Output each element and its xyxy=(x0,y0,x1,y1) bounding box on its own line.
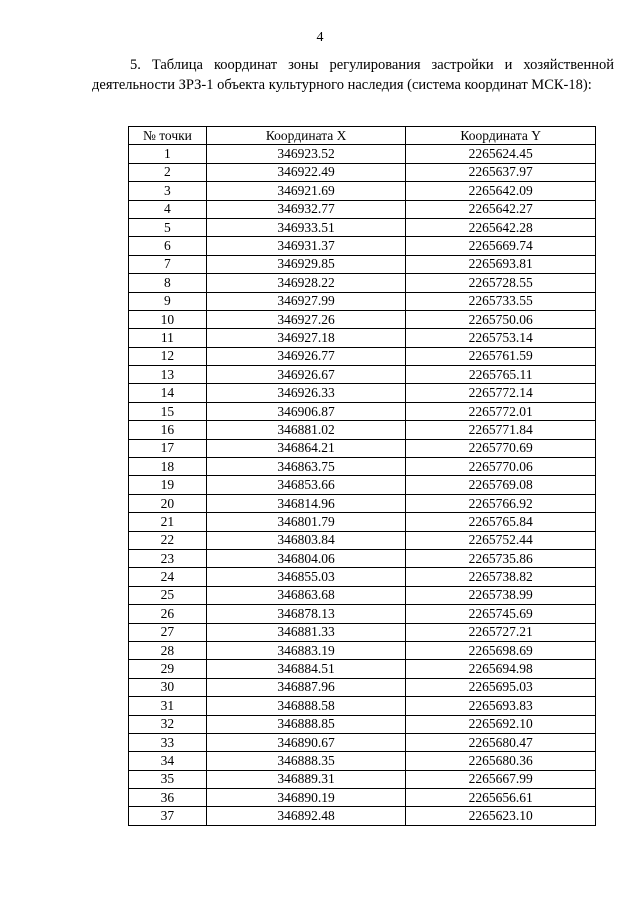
cell-coordinate-y: 2265765.84 xyxy=(406,513,596,531)
cell-coordinate-x: 346878.13 xyxy=(206,605,406,623)
table-row xyxy=(129,439,596,457)
cell-coordinate-y: 2265693.83 xyxy=(406,697,596,715)
cell-coordinate-x: 346887.96 xyxy=(206,678,406,696)
coordinates-table xyxy=(128,126,596,826)
cell-point-number: 2 xyxy=(129,163,207,181)
cell-point-number: 34 xyxy=(129,752,207,770)
cell-coordinate-y: 2265735.86 xyxy=(406,549,596,567)
cell-coordinate-y: 2265694.98 xyxy=(406,660,596,678)
cell-point-number: 36 xyxy=(129,789,207,807)
cell-coordinate-y: 2265623.10 xyxy=(406,807,596,825)
cell-coordinate-y: 2265745.69 xyxy=(406,605,596,623)
cell-coordinate-x: 346881.02 xyxy=(206,421,406,439)
cell-coordinate-x: 346884.51 xyxy=(206,660,406,678)
cell-point-number: 16 xyxy=(129,421,207,439)
table-row xyxy=(129,531,596,549)
cell-coordinate-x: 346801.79 xyxy=(206,513,406,531)
page-number: 4 xyxy=(316,30,324,45)
cell-coordinate-x: 346804.06 xyxy=(206,549,406,567)
cell-coordinate-y: 2265738.99 xyxy=(406,586,596,604)
table-row xyxy=(129,218,596,236)
table-row xyxy=(129,770,596,788)
table-row xyxy=(129,733,596,751)
cell-coordinate-x: 346928.22 xyxy=(206,274,406,292)
header-point-number: № точки xyxy=(129,127,207,145)
cell-coordinate-y: 2265771.84 xyxy=(406,421,596,439)
table-row xyxy=(129,623,596,641)
table-row xyxy=(129,237,596,255)
table-row xyxy=(129,678,596,696)
cell-coordinate-x: 346889.31 xyxy=(206,770,406,788)
table-body xyxy=(129,145,596,825)
cell-coordinate-y: 2265669.74 xyxy=(406,237,596,255)
cell-coordinate-x: 346906.87 xyxy=(206,402,406,420)
cell-point-number: 10 xyxy=(129,310,207,328)
cell-coordinate-x: 346864.21 xyxy=(206,439,406,457)
cell-point-number: 28 xyxy=(129,641,207,659)
cell-point-number: 20 xyxy=(129,494,207,512)
cell-point-number: 12 xyxy=(129,347,207,365)
cell-point-number: 11 xyxy=(129,329,207,347)
cell-coordinate-y: 2265738.82 xyxy=(406,568,596,586)
cell-coordinate-y: 2265656.61 xyxy=(406,789,596,807)
cell-coordinate-x: 346929.85 xyxy=(206,255,406,273)
table-row xyxy=(129,200,596,218)
cell-coordinate-y: 2265769.08 xyxy=(406,476,596,494)
cell-coordinate-y: 2265693.81 xyxy=(406,255,596,273)
cell-coordinate-x: 346932.77 xyxy=(206,200,406,218)
header-coordinate-x: Координата X xyxy=(206,127,406,145)
cell-coordinate-x: 346926.33 xyxy=(206,384,406,402)
cell-coordinate-y: 2265642.09 xyxy=(406,182,596,200)
cell-coordinate-x: 346926.77 xyxy=(206,347,406,365)
cell-coordinate-x: 346927.26 xyxy=(206,310,406,328)
cell-coordinate-x: 346890.67 xyxy=(206,733,406,751)
cell-coordinate-y: 2265765.11 xyxy=(406,366,596,384)
cell-point-number: 5 xyxy=(129,218,207,236)
table-row xyxy=(129,660,596,678)
table-row xyxy=(129,715,596,733)
table-row xyxy=(129,182,596,200)
cell-coordinate-x: 346926.67 xyxy=(206,366,406,384)
cell-point-number: 35 xyxy=(129,770,207,788)
cell-coordinate-y: 2265728.55 xyxy=(406,274,596,292)
cell-coordinate-x: 346921.69 xyxy=(206,182,406,200)
table-row xyxy=(129,641,596,659)
cell-point-number: 26 xyxy=(129,605,207,623)
cell-coordinate-x: 346888.58 xyxy=(206,697,406,715)
cell-point-number: 27 xyxy=(129,623,207,641)
cell-coordinate-y: 2265750.06 xyxy=(406,310,596,328)
table-header-row xyxy=(129,127,596,145)
cell-coordinate-x: 346883.19 xyxy=(206,641,406,659)
table-row xyxy=(129,549,596,567)
table-row xyxy=(129,384,596,402)
cell-coordinate-y: 2265772.14 xyxy=(406,384,596,402)
cell-point-number: 31 xyxy=(129,697,207,715)
cell-point-number: 25 xyxy=(129,586,207,604)
cell-coordinate-y: 2265770.06 xyxy=(406,458,596,476)
table-row xyxy=(129,752,596,770)
cell-coordinate-y: 2265642.27 xyxy=(406,200,596,218)
table-row xyxy=(129,274,596,292)
cell-point-number: 22 xyxy=(129,531,207,549)
table-row xyxy=(129,145,596,163)
cell-point-number: 13 xyxy=(129,366,207,384)
table-row xyxy=(129,586,596,604)
table-heading: 5. Таблица координат зоны регулирования застройки и хозяйственной деятельности ЗРЗ-1 объекта культурного наследия (система координат МСК-18): xyxy=(92,57,614,93)
cell-point-number: 37 xyxy=(129,807,207,825)
cell-point-number: 30 xyxy=(129,678,207,696)
cell-point-number: 19 xyxy=(129,476,207,494)
cell-point-number: 9 xyxy=(129,292,207,310)
table-row xyxy=(129,366,596,384)
table-row xyxy=(129,476,596,494)
table-row xyxy=(129,329,596,347)
cell-coordinate-x: 346927.99 xyxy=(206,292,406,310)
cell-coordinate-y: 2265752.44 xyxy=(406,531,596,549)
cell-coordinate-y: 2265753.14 xyxy=(406,329,596,347)
header-coordinate-y: Координата Y xyxy=(406,127,596,145)
cell-coordinate-x: 346922.49 xyxy=(206,163,406,181)
cell-coordinate-y: 2265680.47 xyxy=(406,733,596,751)
cell-coordinate-x: 346814.96 xyxy=(206,494,406,512)
table-row xyxy=(129,605,596,623)
cell-coordinate-x: 346888.35 xyxy=(206,752,406,770)
cell-point-number: 18 xyxy=(129,458,207,476)
table-row xyxy=(129,310,596,328)
cell-coordinate-y: 2265637.97 xyxy=(406,163,596,181)
cell-point-number: 23 xyxy=(129,549,207,567)
table-row xyxy=(129,697,596,715)
cell-coordinate-x: 346890.19 xyxy=(206,789,406,807)
table-row xyxy=(129,421,596,439)
cell-coordinate-x: 346927.18 xyxy=(206,329,406,347)
table-row xyxy=(129,458,596,476)
cell-coordinate-x: 346863.68 xyxy=(206,586,406,604)
cell-coordinate-x: 346803.84 xyxy=(206,531,406,549)
cell-coordinate-y: 2265772.01 xyxy=(406,402,596,420)
cell-coordinate-x: 346863.75 xyxy=(206,458,406,476)
cell-coordinate-x: 346933.51 xyxy=(206,218,406,236)
table-row xyxy=(129,163,596,181)
cell-coordinate-x: 346855.03 xyxy=(206,568,406,586)
cell-point-number: 7 xyxy=(129,255,207,273)
table-row xyxy=(129,292,596,310)
cell-point-number: 4 xyxy=(129,200,207,218)
cell-coordinate-y: 2265733.55 xyxy=(406,292,596,310)
cell-point-number: 15 xyxy=(129,402,207,420)
cell-coordinate-x: 346931.37 xyxy=(206,237,406,255)
cell-point-number: 21 xyxy=(129,513,207,531)
cell-point-number: 14 xyxy=(129,384,207,402)
cell-point-number: 32 xyxy=(129,715,207,733)
cell-point-number: 24 xyxy=(129,568,207,586)
cell-coordinate-y: 2265727.21 xyxy=(406,623,596,641)
cell-coordinate-x: 346853.66 xyxy=(206,476,406,494)
table-row xyxy=(129,402,596,420)
cell-coordinate-y: 2265692.10 xyxy=(406,715,596,733)
cell-coordinate-x: 346923.52 xyxy=(206,145,406,163)
cell-point-number: 29 xyxy=(129,660,207,678)
cell-coordinate-x: 346881.33 xyxy=(206,623,406,641)
cell-coordinate-y: 2265698.69 xyxy=(406,641,596,659)
cell-point-number: 17 xyxy=(129,439,207,457)
cell-coordinate-y: 2265695.03 xyxy=(406,678,596,696)
table-row xyxy=(129,789,596,807)
cell-coordinate-y: 2265766.92 xyxy=(406,494,596,512)
table-row xyxy=(129,347,596,365)
table-row xyxy=(129,494,596,512)
table-row xyxy=(129,255,596,273)
table-row xyxy=(129,807,596,825)
cell-coordinate-y: 2265680.36 xyxy=(406,752,596,770)
cell-coordinate-y: 2265761.59 xyxy=(406,347,596,365)
table-row xyxy=(129,568,596,586)
cell-coordinate-x: 346892.48 xyxy=(206,807,406,825)
table-row xyxy=(129,513,596,531)
cell-coordinate-y: 2265667.99 xyxy=(406,770,596,788)
cell-coordinate-y: 2265770.69 xyxy=(406,439,596,457)
cell-point-number: 3 xyxy=(129,182,207,200)
cell-point-number: 1 xyxy=(129,145,207,163)
cell-coordinate-y: 2265642.28 xyxy=(406,218,596,236)
cell-coordinate-x: 346888.85 xyxy=(206,715,406,733)
cell-point-number: 33 xyxy=(129,733,207,751)
cell-coordinate-y: 2265624.45 xyxy=(406,145,596,163)
cell-point-number: 8 xyxy=(129,274,207,292)
cell-point-number: 6 xyxy=(129,237,207,255)
